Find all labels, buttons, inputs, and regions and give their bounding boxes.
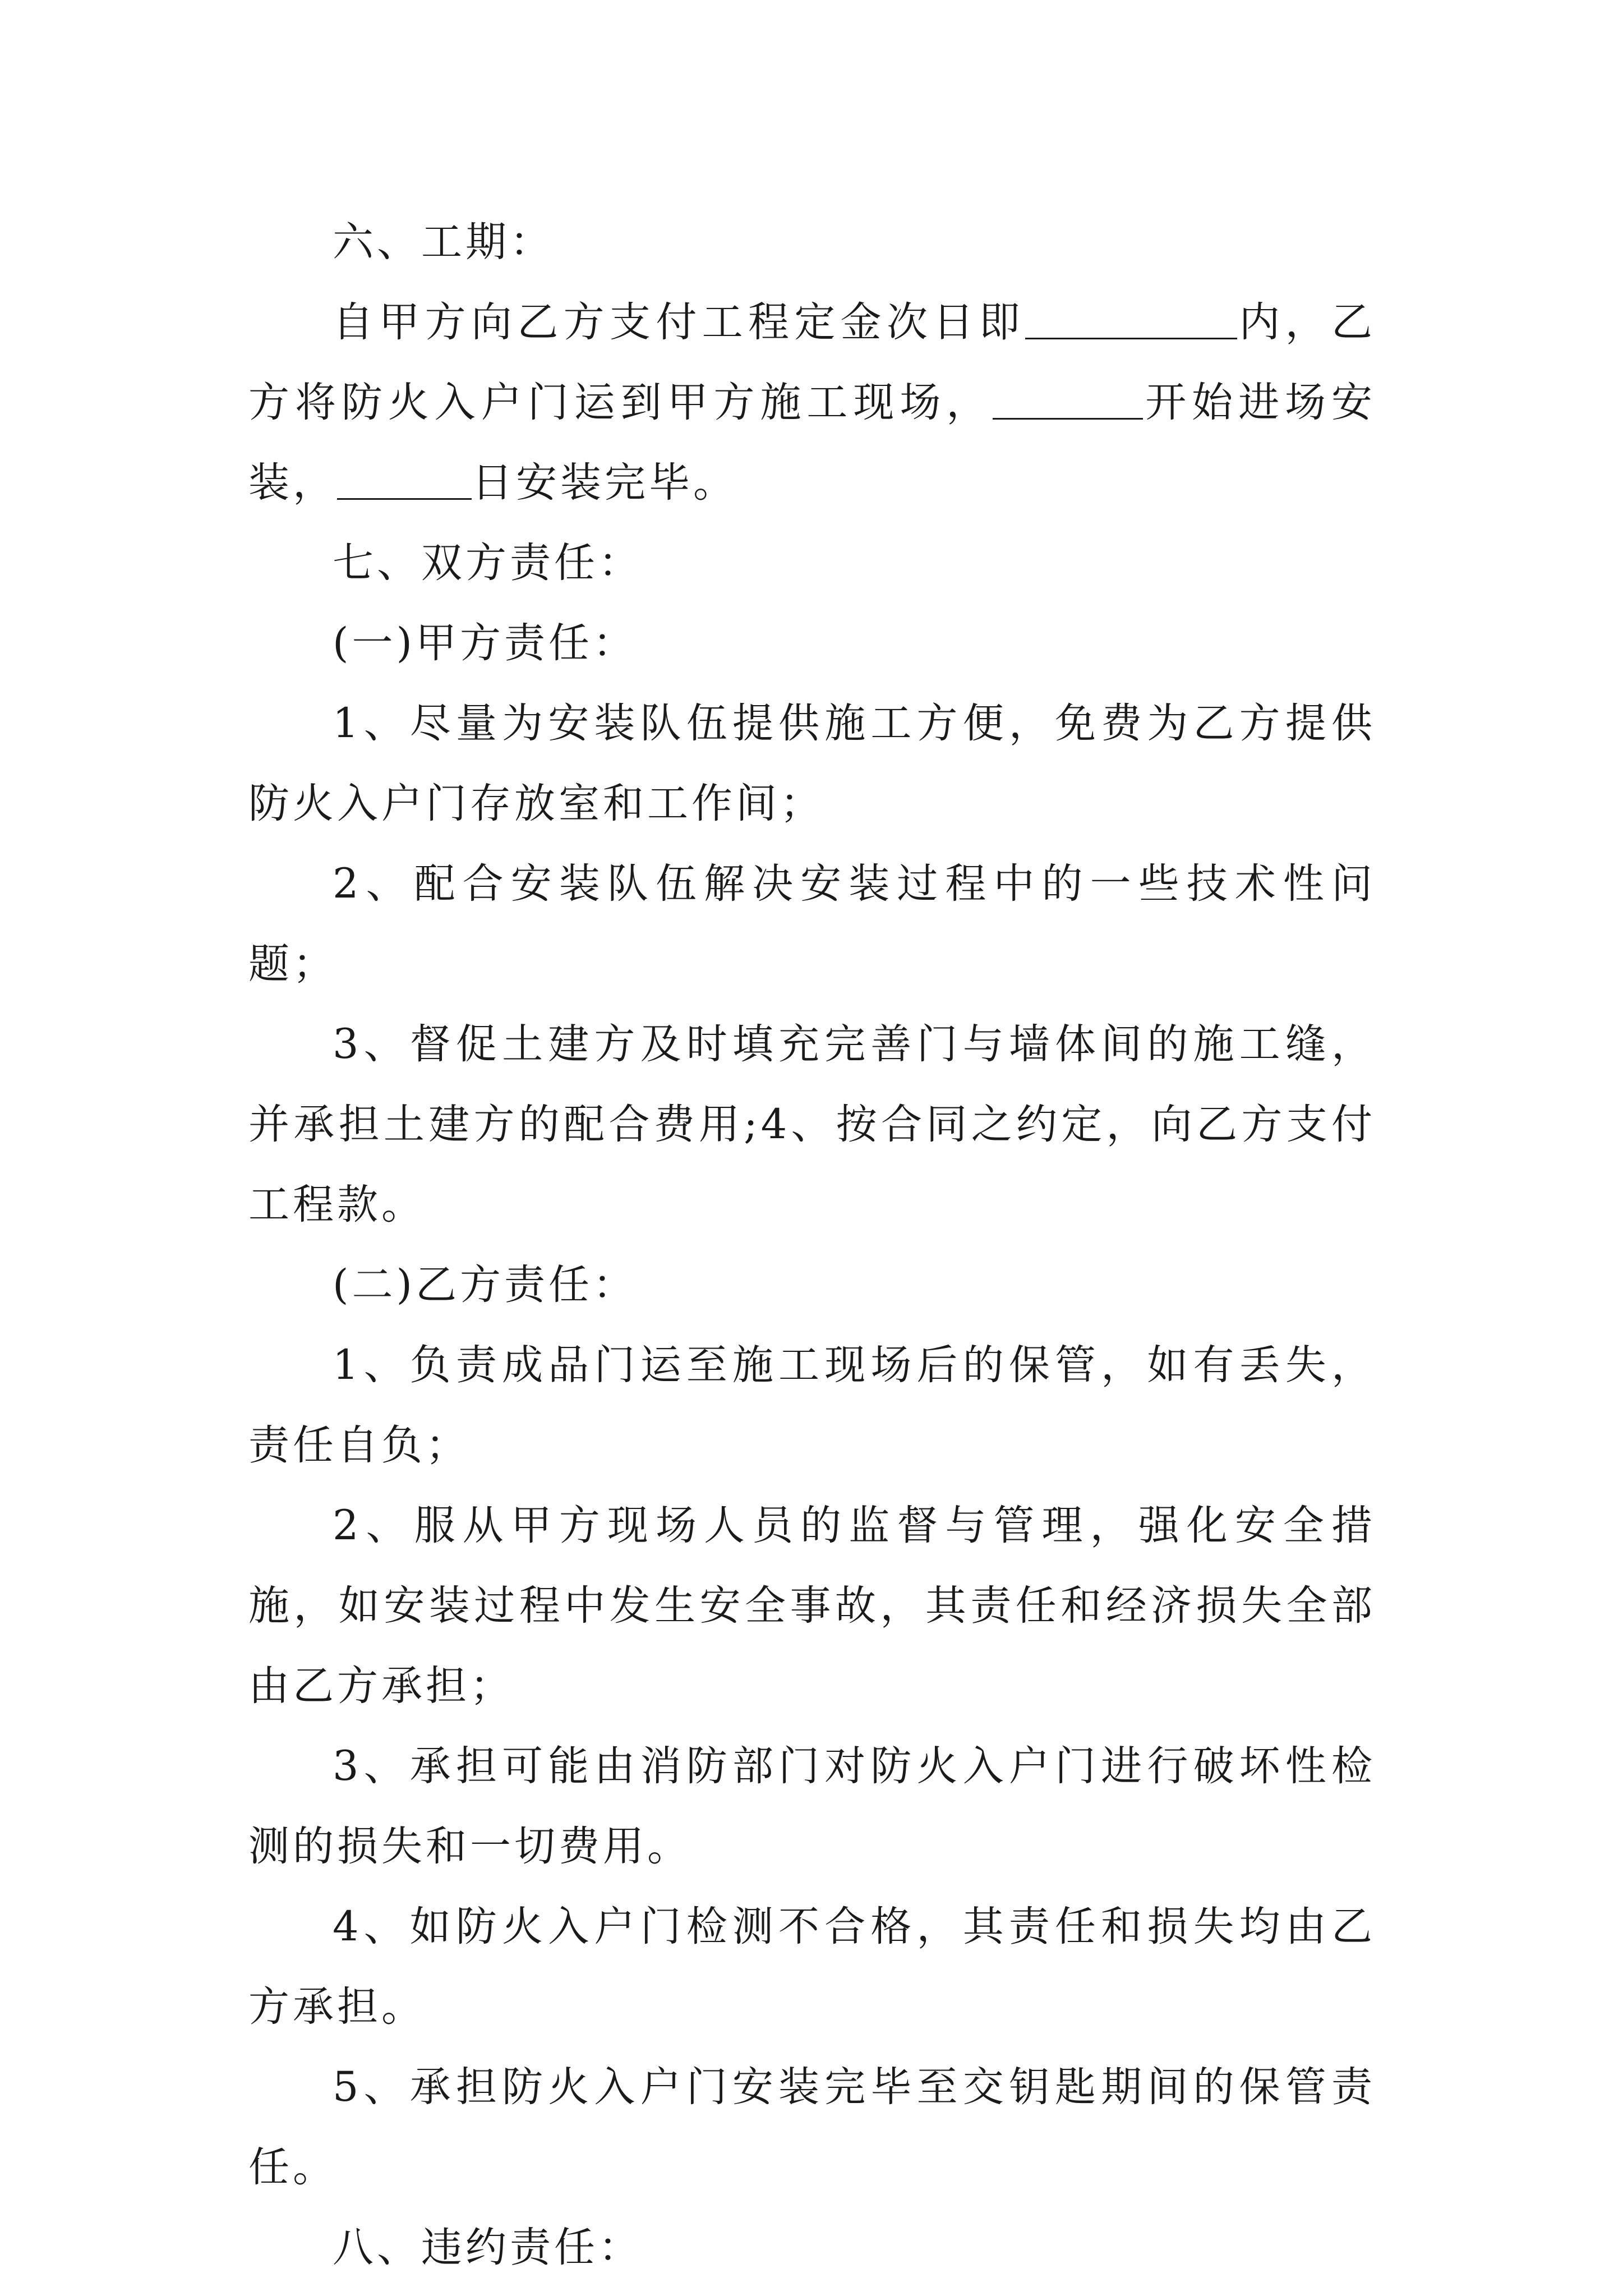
- party-b-item-3: 3、承担可能由消防部门对防火入户门进行破坏性检测的损失和一切费用。: [248, 1742, 1376, 1870]
- schedule-text-start: 自甲方向乙方支付工程定金次日即: [333, 298, 1025, 346]
- party-b-item-2: 2、服从甲方现场人员的监督与管理，强化安全措施，如安装过程中发生安全事故，其责任和经济损失全部由乙方承担；: [248, 1502, 1376, 1710]
- blank-finish-date-field: [337, 459, 472, 500]
- party-a-item-2: 2、配合安装队伍解决安装过程中的一些技术性问题；: [248, 860, 1376, 988]
- party-b-item-1: 1、负责成品门运至施工现场后的保管，如有丢失，责任自负；: [248, 1341, 1376, 1469]
- document-body: [248, 202, 1376, 2288]
- schedule-text-delivery: 内，乙方将防火入户门运到甲方施工现场，: [248, 298, 1376, 426]
- schedule-text-install: 开始进场安装，: [248, 379, 1376, 507]
- party-b-heading: (二)乙方责任：: [333, 1261, 637, 1309]
- section-8-heading: 八、违约责任：: [333, 2224, 643, 2271]
- blank-start-date-field: [993, 379, 1143, 420]
- section-6-paragraph: [248, 282, 1376, 523]
- party-b-item-5: 5、承担防火入户门安装完毕至交钥匙期间的保管责任。: [248, 2063, 1376, 2191]
- party-b-item-4: 4、如防火入户门检测不合格，其责任和损失均由乙方承担。: [248, 1903, 1376, 2031]
- section-6-heading: 六、工期：: [333, 218, 554, 266]
- party-a-item-1: 1、尽量为安装队伍提供施工方便，免费为乙方提供防火入户门存放室和工作间；: [248, 700, 1376, 827]
- schedule-text-end: 日安装完毕。: [472, 459, 737, 507]
- blank-days-field: [1025, 298, 1237, 339]
- party-a-item-3-4: 3、督促土建方及时填充完善门与墙体间的施工缝，并承担土建方的配合费用;4、按合同之约定，向乙方支付工程款。: [248, 1020, 1376, 1228]
- party-a-heading: (一)甲方责任：: [333, 619, 637, 667]
- section-7-heading: 七、双方责任：: [333, 539, 643, 587]
